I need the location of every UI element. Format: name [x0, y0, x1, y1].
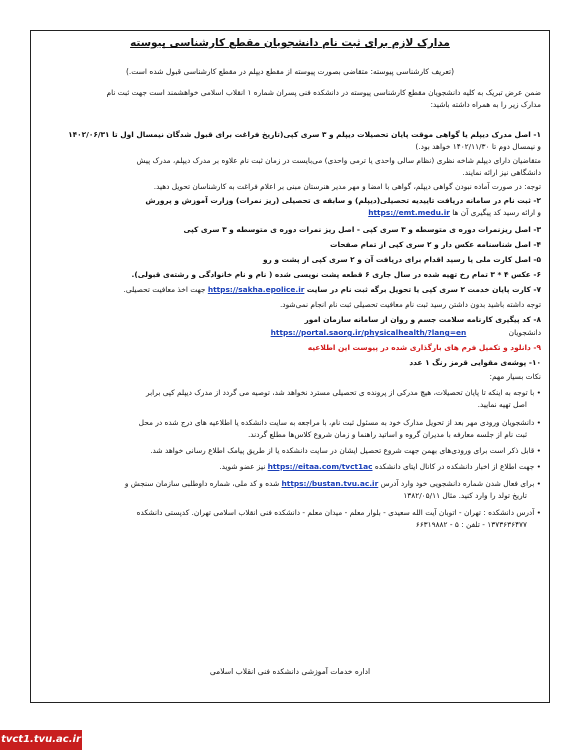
item-8-line-1: ۸- کد پیگیری کارنامه سلامت جسم و روان از سامانه سازمان امور — [304, 315, 541, 324]
site-watermark: tvct1.tvu.ac.ir — [0, 730, 82, 750]
note-4-text: جهت اطلاع از اخبار دانشکده در کانال ایتای دانشکده — [374, 462, 535, 471]
item-8-line-2 — [39, 327, 541, 338]
item-1-line-1: ۱- اصل مدرک دیپلم یا گواهی موقت پایان تحصیلات دیپلم و ۳ سری کپی(تاریخ فراغت برای قبول شدگان نیمسال اول تا ۱۴۰۲/۰۶/۳۱ — [68, 130, 541, 139]
item-2-link-suffix: و ارائه رسید کد پیگیری آن ها — [452, 208, 541, 217]
item-7-text: ۷- کارت پایان خدمت ۲ سری کپی یا تحویل برگه ثبت نام در سایت — [306, 285, 541, 294]
eitaa-link[interactable]: https://eitaa.com/tvct1ac — [267, 462, 373, 471]
item-2-line-2 — [39, 207, 541, 218]
item-1-note-line-2: دانشگاهی نیز ارائه نمایند. — [462, 168, 541, 177]
item-1-line-2: و نیمسال دوم تا ۱۴۰۲/۱۱/۳۰ خواهد بود.) — [415, 142, 541, 151]
definition-text: (تعریف کارشناسی پیوسته: متقاضی بصورت پیوسته از مقطع دیپلم در مقطع کارشناسی قبول شده است.) — [125, 67, 455, 76]
intro-line-2: مدارک زیر را به همراه داشته باشید: — [430, 100, 541, 109]
item-6: ۶- عکس ۴ * ۳ تمام رخ تهیه شده در سال جاری ۶ قطعه پشت نویسی شده ( نام و نام خانوادگی و رشته‌ی قبولی). — [131, 270, 541, 279]
note-2-line-1: • دانشجویان ورودی مهر بعد از تحویل مدارک خود به مسئول ثبت نام، با مراجعه به سایت دانشکده یا اطلاعیه های درج شده در محل — [39, 417, 541, 428]
item-1-note-line-1: متقاضیان دارای دیپلم شاخه نظری (نظام سالی واحدی یا ترمی واحدی) می‌بایست در زمان ثبت نام علاوه بر مدرک دیپلم، مدرک پیش — [136, 156, 541, 165]
intro-line-1: ضمن عرض تبریک به کلیه دانشجویان مقطع کارشناسی پیوسته در دانشکده فنی پسران شماره ۱ انقلاب اسلامی خواهشمند است جهت ثبت نام — [106, 88, 541, 97]
note-2-line-2: ثبت نام از جلسه معارفه با مدیران گروه و اساتید راهنما و زمان شروع کلاس‌ها مطلع گردند. — [247, 430, 527, 439]
item-7 — [39, 284, 541, 295]
item-4: ۴- اصل شناسنامه عکس دار و ۲ سری کپی از تمام صفحات — [330, 240, 541, 249]
note-5-text: برای فعال شدن شماره دانشجویی خود وارد آدرس — [380, 479, 535, 488]
item-3: ۳- اصل ریزنمرات دوره ی متوسطه و ۳ سری کپی - اصل ریز نمرات دوره ی متوسطه و ۳ سری کپی — [183, 225, 541, 234]
note-3: • قابل ذکر است برای ورودی‌های بهمن جهت شروع تحصیل ایشان در سایت دانشکده یا از طریق پیامک اطلاع رسانی خواهد شد. — [39, 445, 541, 456]
emt-medu-link[interactable]: https://emt.medu.ir — [368, 208, 450, 217]
note-4 — [39, 461, 541, 472]
sakha-epolice-link[interactable]: https://sakha.epolice.ir — [207, 285, 305, 294]
document-page — [30, 30, 550, 703]
item-10: ۱۰- پوشه‌ی مقوایی قرمز رنگ ۱ عدد — [409, 358, 541, 367]
note-4-suffix: نیز عضو شوید. — [219, 462, 266, 471]
item-5: ۵- اصل کارت ملی یا رسید اقدام برای دریافت آن و ۲ سری کپی از پشت و رو — [262, 255, 541, 264]
footer-office: اداره خدمات آموزشی دانشکده فنی انقلاب اسلامی — [209, 667, 371, 676]
note-5-line-2: تاریخ تولد را وارد کنید. مثال ۱۳۸۲/۰۵/۱۱ — [403, 491, 527, 500]
note-1-line-2: اصل تهیه نمایید. — [477, 400, 527, 409]
item-7-suffix: جهت اخذ معافیت تحصیلی. — [123, 285, 206, 294]
item-8-students: دانشجویان — [508, 328, 541, 337]
service-note: توجه داشته باشید بدون داشتن رسید ثبت نام معافیت تحصیلی ثبت نام انجام نمی‌شود. — [279, 300, 541, 309]
item-9: ۹- دانلود و تکمیل فرم های بارگذاری شده در پیوست این اطلاعیه — [307, 343, 541, 352]
notes-title: نکات بسیار مهم: — [489, 372, 541, 381]
bustan-link[interactable]: https://bustan.tvu.ac.ir — [281, 479, 379, 488]
address-line-1: • آدرس دانشکده : تهران - اتوبان آیت الله سعیدی - بلوار معلم - میدان معلم - دانشکده فنی انقلاب اسلامی تهران. کدپستی دانشکده — [39, 507, 541, 518]
document-title: مدارک لازم برای ثبت نام دانشجویان مقطع کارشناسی پیوسته — [130, 37, 450, 49]
note-1-line-1: • با توجه به اینکه تا پایان تحصیلات، هیچ مدرکی از پرونده ی تحصیلی مسترد نخواهد شد، توصیه می گردد از مدرک دیپلم کپی برابر — [39, 387, 541, 398]
diploma-note: توجه: در صورت آماده نبودن گواهی دیپلم، گواهی با امضا و مهر مدیر هنرستان مبنی بر اعلام فراغت به کارشناسان تحویل دهید. — [153, 182, 541, 191]
note-5-suffix: شده و کد ملی، شماره داوطلبی سازمان سنجش و — [124, 479, 280, 488]
note-5-line-1 — [39, 478, 541, 489]
item-2-line-1: ۲- ثبت نام در سامانه دریافت تاییدیه تحصیلی(دیپلم) و سابقه ی تحصیلی (ریز نمرات) وزارت آموزش و پرورش — [145, 196, 541, 205]
address-line-2: ۱۳۷۳۶۳۶۴۷۷ - تلفن : ۵ - ۶۶۳۱۹۸۸۲ — [415, 520, 527, 529]
saorg-link[interactable]: https://portal.saorg.ir/physicalhealth/?lang=en — [270, 328, 467, 337]
